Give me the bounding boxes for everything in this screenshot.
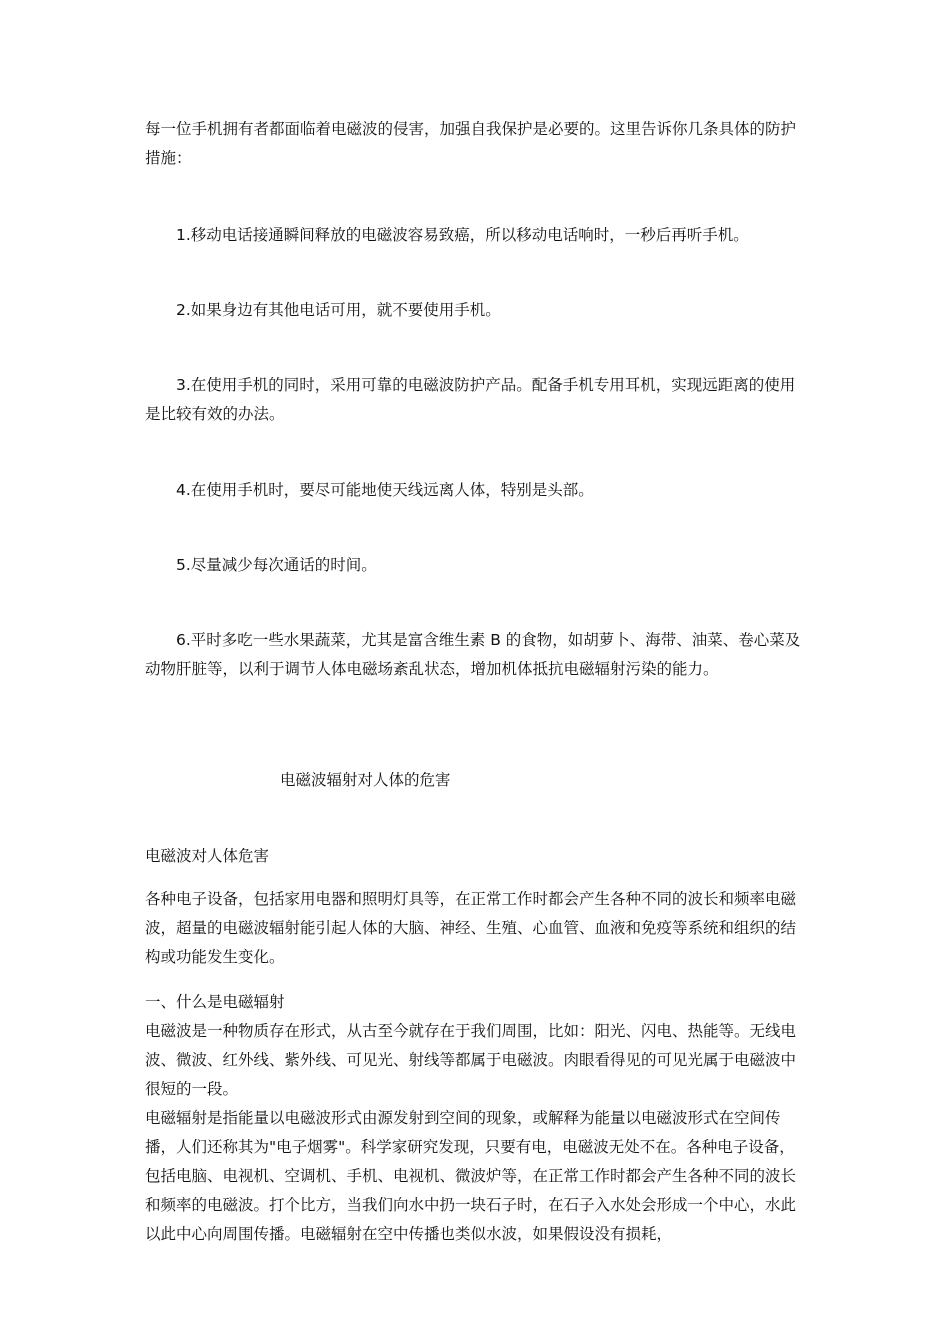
part1-heading: 一、什么是电磁辐射 bbox=[145, 993, 285, 1011]
tip-5: 5.尽量减少每次通话的时间。 bbox=[176, 556, 377, 574]
section-title: 电磁波辐射对人体的危害 bbox=[280, 771, 451, 789]
intro-paragraph: 每一位手机拥有者都面临着电磁波的侵害，加强自我保护是必要的。这里告诉你几条具体的防护措施： bbox=[145, 120, 797, 167]
tip-3: 3.在使用手机的同时，采用可靠的电磁波防护产品。配备手机专用耳机，实现远距离的使用是比较有效的办法。 bbox=[145, 376, 796, 423]
tip-6: 6.平时多吃一些水果蔬菜，尤其是富含维生素 B 的食物，如胡萝卜、海带、油菜、卷心菜及动物肝脏等，以利于调节人体电磁场紊乱状态，增加机体抵抗电磁辐射污染的能力。 bbox=[145, 631, 801, 678]
part1-paragraph-1: 电磁波是一种物质存在形式，从古至今就存在于我们周围，比如：阳光、闪电、热能等。无线电波、微波、红外线、紫外线、可见光、射线等都属于电磁波。肉眼看得见的可见光属于电磁波中很短的一段。 bbox=[145, 1022, 797, 1098]
part1-section bbox=[145, 988, 810, 1249]
tip-1: 1.移动电话接通瞬间释放的电磁波容易致癌，所以移动电话响时，一秒后再听手机。 bbox=[176, 226, 749, 244]
overview-paragraph: 各种电子设备，包括家用电器和照明灯具等，在正常工作时都会产生各种不同的波长和频率电磁波，超量的电磁波辐射能引起人体的大脑、神经、生殖、心血管、血液和免疫等系统和组织的结构或功能发生变化。 bbox=[145, 890, 797, 966]
tip-4: 4.在使用手机时，要尽可能地使天线远离人体，特别是头部。 bbox=[176, 481, 594, 499]
tip-2: 2.如果身边有其他电话可用，就不要使用手机。 bbox=[176, 301, 501, 319]
part1-paragraph-2: 电磁辐射是指能量以电磁波形式由源发射到空间的现象，或解释为能量以电磁波形式在空间传播，人们还称其为"电子烟雾"。科学家研究发现，只要有电，电磁波无处不在。各种电子设备，包括电脑、电视机、空调机、手机、电视机、微波炉等，在正常工作时都会产生各种不同的波长和频率的电磁波。打个比方，当我们向水中扔一块石子时，在石子入水处会形成一个中心，水此以此中心向周围传播。电磁辐射在空中传播也类似水波，如果假设没有损耗， bbox=[145, 1109, 797, 1243]
section-subtitle: 电磁波对人体危害 bbox=[145, 847, 270, 865]
